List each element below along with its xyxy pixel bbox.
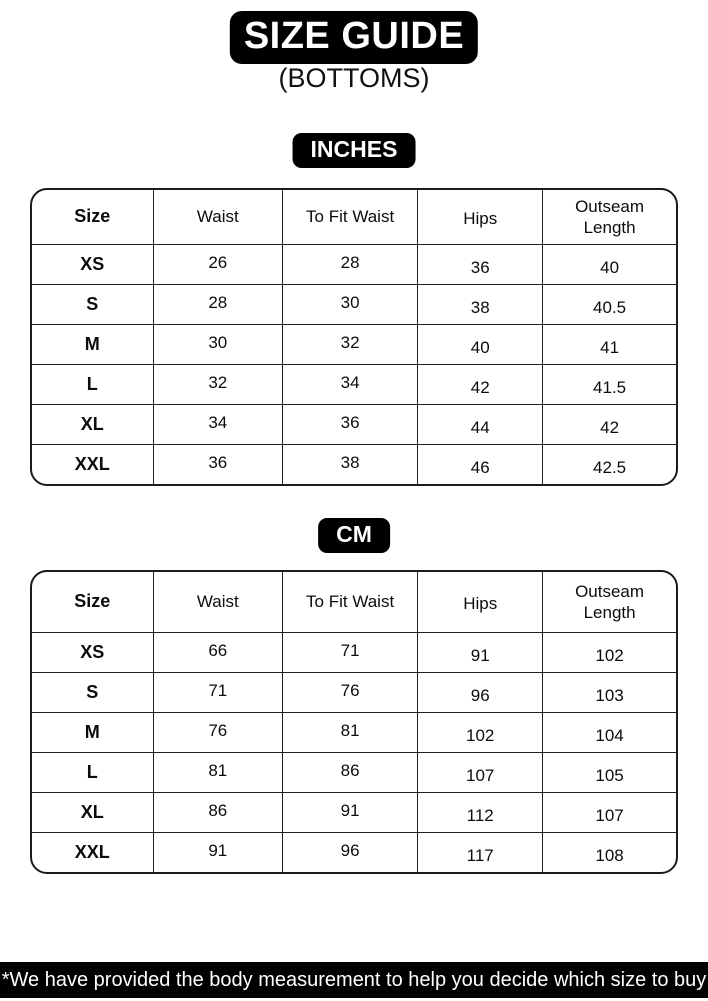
unit-badge-cm: CM — [318, 518, 390, 553]
value-cell — [153, 752, 282, 792]
column-header — [32, 190, 153, 244]
page-subtitle: (BOTTOMS) — [278, 63, 430, 93]
value-cell — [543, 364, 676, 404]
measurement-value: 91 — [208, 840, 228, 860]
table-row — [32, 712, 676, 752]
value-cell — [153, 404, 282, 444]
measurement-value: 42 — [470, 377, 490, 397]
value-cell — [153, 672, 282, 712]
value-cell — [543, 444, 676, 484]
measurement-value: 40 — [600, 257, 620, 277]
measurement-value: 71 — [340, 640, 360, 660]
header-row — [32, 572, 676, 632]
measurement-value: 108 — [595, 845, 624, 865]
value-cell — [543, 752, 676, 792]
table-row — [32, 284, 676, 324]
measurement-value: 102 — [466, 725, 495, 745]
value-cell — [283, 364, 418, 404]
size-cell — [32, 404, 153, 444]
size-label: XS — [80, 253, 105, 274]
measurement-value: 38 — [470, 297, 490, 317]
value-cell — [153, 284, 282, 324]
measurement-value: 96 — [340, 840, 360, 860]
size-label: XL — [80, 413, 104, 434]
value-cell — [418, 404, 543, 444]
size-cell — [32, 244, 153, 284]
column-header-label: Size — [74, 206, 111, 227]
column-header-label: Hips — [463, 594, 498, 614]
value-cell — [418, 244, 543, 284]
size-label: XXL — [74, 453, 110, 474]
value-cell — [543, 792, 676, 832]
size-cell — [32, 752, 153, 792]
measurement-value: 76 — [340, 680, 360, 700]
value-cell — [283, 712, 418, 752]
value-cell — [543, 284, 676, 324]
value-cell — [283, 324, 418, 364]
size-label: XS — [80, 641, 105, 662]
measurement-value: 28 — [208, 292, 228, 312]
value-cell — [283, 752, 418, 792]
value-cell — [418, 632, 543, 672]
value-cell — [153, 792, 282, 832]
footer-note — [0, 962, 708, 998]
column-header — [153, 572, 282, 632]
value-cell — [418, 324, 543, 364]
measurement-value: 104 — [595, 725, 624, 745]
measurement-value: 46 — [470, 457, 490, 477]
table-row — [32, 404, 676, 444]
value-cell — [153, 444, 282, 484]
table-row — [32, 792, 676, 832]
size-table — [32, 190, 676, 484]
value-cell — [543, 324, 676, 364]
value-cell — [283, 832, 418, 872]
measurement-value: 34 — [208, 412, 228, 432]
value-cell — [153, 244, 282, 284]
measurement-value: 44 — [470, 417, 490, 437]
size-label: M — [84, 333, 100, 354]
value-cell — [153, 632, 282, 672]
measurement-value: 107 — [595, 805, 624, 825]
value-cell — [418, 672, 543, 712]
value-cell — [283, 244, 418, 284]
measurement-value: 91 — [470, 645, 490, 665]
size-table — [32, 572, 676, 872]
measurement-value: 107 — [466, 765, 495, 785]
table-row — [32, 752, 676, 792]
column-header-label: Outseam Length — [575, 581, 645, 622]
size-cell — [32, 324, 153, 364]
column-header-label: To Fit Waist — [306, 592, 395, 612]
measurement-value: 86 — [208, 800, 228, 820]
value-cell — [283, 672, 418, 712]
value-cell — [418, 792, 543, 832]
column-header-label: Hips — [463, 209, 498, 229]
measurement-value: 32 — [340, 332, 360, 352]
measurement-value: 40 — [470, 337, 490, 357]
size-cell — [32, 444, 153, 484]
measurement-value: 112 — [466, 805, 494, 825]
table-row — [32, 832, 676, 872]
column-header-label: Outseam Length — [575, 196, 645, 237]
value-cell — [153, 324, 282, 364]
value-cell — [543, 632, 676, 672]
column-header — [283, 572, 418, 632]
measurement-value: 34 — [340, 372, 360, 392]
table-row — [32, 632, 676, 672]
size-label: L — [86, 761, 98, 782]
size-table-cm — [30, 570, 678, 874]
column-header-label: Waist — [196, 592, 239, 612]
measurement-value: 30 — [208, 332, 228, 352]
table-row — [32, 244, 676, 284]
measurement-value: 117 — [466, 845, 494, 865]
value-cell — [543, 672, 676, 712]
size-cell — [32, 712, 153, 752]
measurement-value: 81 — [340, 720, 360, 740]
value-cell — [418, 364, 543, 404]
size-label: XXL — [74, 841, 110, 862]
footer-note-text: *We have provided the body measurement to help you decide which size to buy — [1, 968, 707, 991]
size-label: S — [86, 681, 99, 702]
measurement-value: 38 — [340, 452, 360, 472]
column-header — [153, 190, 282, 244]
measurement-value: 96 — [470, 685, 490, 705]
value-cell — [153, 712, 282, 752]
table-row — [32, 364, 676, 404]
value-cell — [153, 832, 282, 872]
measurement-value: 41.5 — [593, 377, 627, 397]
measurement-value: 103 — [595, 685, 624, 705]
size-cell — [32, 284, 153, 324]
size-label: XL — [80, 801, 104, 822]
value-cell — [283, 444, 418, 484]
value-cell — [283, 792, 418, 832]
value-cell — [418, 712, 543, 752]
value-cell — [543, 244, 676, 284]
column-header-label: To Fit Waist — [306, 207, 395, 227]
measurement-value: 30 — [340, 292, 360, 312]
value-cell — [543, 832, 676, 872]
measurement-value: 42 — [600, 417, 620, 437]
measurement-value: 32 — [208, 372, 228, 392]
measurement-value: 36 — [208, 452, 228, 472]
measurement-value: 42.5 — [593, 457, 627, 477]
value-cell — [418, 832, 543, 872]
column-header — [418, 572, 543, 632]
value-cell — [418, 444, 543, 484]
value-cell — [283, 632, 418, 672]
value-cell — [543, 404, 676, 444]
column-header — [418, 190, 543, 244]
measurement-value: 40.5 — [593, 297, 627, 317]
size-cell — [32, 672, 153, 712]
table-row — [32, 444, 676, 484]
size-label: L — [86, 373, 98, 394]
value-cell — [153, 364, 282, 404]
measurement-value: 28 — [340, 252, 360, 272]
unit-badge-inches: INCHES — [293, 133, 416, 168]
measurement-value: 26 — [208, 252, 228, 272]
table-row — [32, 324, 676, 364]
measurement-value: 41 — [600, 337, 620, 357]
table-row — [32, 672, 676, 712]
measurement-value: 105 — [595, 765, 624, 785]
measurement-value: 71 — [208, 680, 228, 700]
column-header — [543, 190, 676, 244]
size-cell — [32, 364, 153, 404]
page-title: SIZE GUIDE — [230, 11, 478, 64]
measurement-value: 81 — [208, 760, 228, 780]
size-cell — [32, 792, 153, 832]
column-header — [543, 572, 676, 632]
size-cell — [32, 632, 153, 672]
value-cell — [283, 404, 418, 444]
value-cell — [418, 752, 543, 792]
value-cell — [418, 284, 543, 324]
measurement-value: 36 — [340, 412, 360, 432]
header-row — [32, 190, 676, 244]
measurement-value: 66 — [208, 640, 228, 660]
size-cell — [32, 832, 153, 872]
size-table-inches — [30, 188, 678, 486]
measurement-value: 76 — [208, 720, 228, 740]
size-label: S — [86, 293, 99, 314]
value-cell — [283, 284, 418, 324]
column-header — [32, 572, 153, 632]
size-label: M — [84, 721, 100, 742]
column-header — [283, 190, 418, 244]
measurement-value: 86 — [340, 760, 360, 780]
column-header-label: Size — [74, 591, 111, 612]
measurement-value: 91 — [340, 800, 360, 820]
column-header-label: Waist — [196, 207, 239, 227]
value-cell — [543, 712, 676, 752]
measurement-value: 102 — [595, 645, 624, 665]
measurement-value: 36 — [470, 257, 490, 277]
